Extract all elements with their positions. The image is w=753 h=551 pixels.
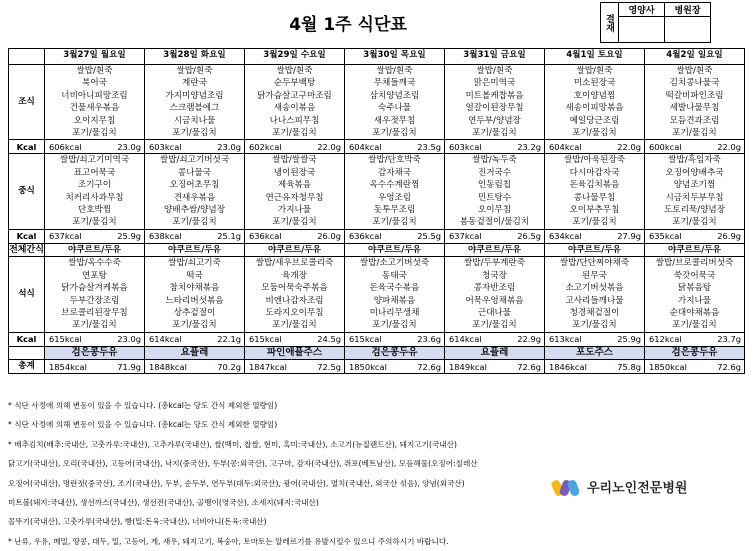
menu-item: 쌀밥/흰죽	[576, 66, 613, 76]
menu-item: 쌀밥/단단찌야채죽	[559, 258, 630, 269]
menu-item: 쌀밥/두부계란죽	[463, 258, 525, 269]
kcal-cell	[145, 332, 245, 346]
menu-item: 진거국수	[477, 167, 512, 178]
menu-item: 닭볶음탕	[677, 283, 712, 294]
snack2-cell: 검은콩두유	[345, 346, 445, 359]
menu-item: 포기/물김치	[372, 217, 417, 228]
kcal-cell	[645, 140, 745, 154]
menu-item: 콩나물국	[177, 167, 212, 178]
menu-item: 쌀밥/흰죽	[476, 66, 513, 76]
kcal-cell	[445, 332, 545, 346]
protein-value: 25.5g	[417, 231, 441, 242]
menu-item: 포기/물김치	[172, 128, 217, 139]
dinner-cell	[645, 257, 745, 332]
total-label: 총계	[9, 360, 45, 374]
kcal-value: 613kcal	[549, 334, 582, 345]
kcal-value: 636kcal	[349, 231, 382, 242]
menu-item: 떡국	[186, 270, 203, 281]
kcal-cell	[345, 332, 445, 346]
snack-row-label: 전체간식	[9, 244, 44, 255]
menu-item: 포기/물김치	[172, 217, 217, 228]
menu-item: 쌀밥/쇠고기버섯국	[159, 155, 230, 166]
menu-item: 도토리묵/양념장	[663, 205, 725, 216]
kcal-cell	[245, 140, 345, 154]
snack2-cell: 검은콩두유	[645, 346, 745, 359]
menu-item: 조기구이	[77, 180, 112, 191]
menu-item: 포기/물김치	[672, 320, 717, 331]
breakfast-cell	[145, 65, 245, 140]
total-kcal: 1854kcal	[49, 361, 87, 372]
dinner-cell	[245, 257, 345, 332]
snack-cell: 야쿠르트/두유	[45, 243, 145, 256]
dinner-label: 석식	[9, 257, 45, 332]
lunch-cell	[245, 154, 345, 229]
menu-item: 포기/물김치	[572, 320, 617, 331]
day-header: 3월27일 월요일	[45, 49, 145, 65]
menu-item: 두부간장조림	[69, 295, 120, 306]
snack2-cell: 파인애플주스	[245, 346, 345, 359]
lunch-cell	[345, 154, 445, 229]
kcal-value: 637kcal	[49, 231, 82, 242]
kcal-cell	[545, 229, 645, 243]
menu-item: 오이무침	[477, 205, 512, 216]
breakfast-label: 조식	[9, 65, 45, 140]
note-line: 미트볼(돼지:국내산), 생선까스(국내산), 생선전(국내산), 골뱅이(영국산), 소세지(돼지:국내산)	[8, 498, 319, 508]
menu-item: 가지나물	[677, 295, 712, 306]
total-protein: 75.8g	[617, 361, 641, 372]
protein-value: 23.0g	[117, 334, 141, 345]
menu-item: 비엔나감자조림	[265, 295, 324, 306]
menu-item: 연근유자청무침	[265, 192, 324, 203]
menu-item: 포기/물김치	[72, 128, 117, 139]
protein-value: 22.0g	[717, 141, 741, 152]
total-protein: 72.5g	[317, 361, 341, 372]
menu-item: 쌀밥/흰죽	[176, 66, 213, 76]
breakfast-cell	[45, 65, 145, 140]
kcal-cell	[445, 140, 545, 154]
menu-item: 인동림칩	[477, 180, 512, 191]
logo-icon	[553, 476, 579, 496]
hospital-name: 우리노인전문병원	[587, 480, 688, 496]
menu-item: 미나리무생채	[369, 307, 420, 318]
menu-item: 순두부백탕	[273, 78, 316, 89]
kcal-cell	[645, 332, 745, 346]
kcal-value: 635kcal	[649, 231, 682, 242]
kcal-cell	[145, 229, 245, 243]
total-kcal: 1849kcal	[449, 361, 487, 372]
kcal-value: 614kcal	[149, 334, 182, 345]
menu-item: 시금치두부무침	[665, 192, 724, 203]
protein-value: 26.9g	[717, 231, 741, 242]
menu-item: 청국장	[482, 270, 507, 281]
menu-item: 맑은미역국	[473, 78, 516, 89]
menu-item: 느타리버섯볶음	[165, 295, 224, 306]
approval-sign-director	[665, 17, 711, 43]
snack2-cell: 요플레	[445, 346, 545, 359]
total-protein: 72.6g	[417, 361, 441, 372]
note-line: * 식단 사정에 의해 변동이 있을 수 있습니다. (총kcal는 당도 간식 제외한 열량임)	[8, 401, 278, 410]
menu-item: 포기/물김치	[572, 217, 617, 228]
menu-item: 삼치양념조림	[369, 90, 420, 101]
dinner-cell	[145, 257, 245, 332]
menu-item: 포기/물김치	[472, 128, 517, 139]
menu-item: 소고기버섯볶음	[565, 283, 624, 294]
kcal-cell	[45, 140, 145, 154]
menu-item: 쌀밥/아욱된장죽	[563, 155, 625, 166]
snack-cell: 야쿠르트/두유	[545, 243, 645, 256]
approval-label: 결재	[601, 3, 619, 43]
menu-item: 콩나물무침	[573, 192, 616, 203]
protein-value: 22.9g	[517, 334, 541, 345]
dinner-cell	[445, 257, 545, 332]
protein-value: 26.5g	[517, 231, 541, 242]
kcal-value: 612kcal	[649, 334, 682, 345]
menu-item: 쌀밥/흰죽	[76, 66, 113, 76]
menu-item: 우엉조림	[377, 192, 412, 203]
menu-item: 숙주나물	[377, 103, 412, 114]
dinner-cell	[345, 257, 445, 332]
menu-item: 양파채볶음	[373, 295, 416, 306]
dinner-cell	[45, 257, 145, 332]
kcal-cell	[45, 229, 145, 243]
menu-item: 참치야채볶음	[169, 283, 220, 294]
page-title: 4월 1주 식단표	[289, 15, 407, 35]
menu-item: 동태국	[382, 270, 407, 281]
menu-item: 새송이볶음	[273, 103, 316, 114]
snack2-cell: 검은콩두유	[45, 346, 145, 359]
menu-item: 브로콜리된장무침	[61, 307, 128, 318]
menu-item: 떡갈비파인조림	[665, 90, 724, 101]
kcal-value: 604kcal	[549, 141, 582, 152]
menu-item: 오이지무침	[73, 115, 116, 126]
menu-item: 연두부/양념장	[468, 115, 521, 126]
note-line: 꼴뚜기(국내산), 고춧가루(국내산), 빵(밀:돈육:국내산), 너비아니(돈육:국내산)	[8, 517, 267, 527]
menu-item: 봄동겉절이/물김치	[459, 217, 530, 228]
menu-item: 시금치나물	[173, 115, 216, 126]
protein-value: 23.5g	[417, 141, 441, 152]
menu-item: 포기/물김치	[272, 128, 317, 139]
day-header: 4월2일 일요일	[645, 49, 745, 65]
menu-item: 상추겉절이	[173, 307, 216, 318]
menu-item: 포기/물김치	[672, 128, 717, 139]
protein-value: 23.7g	[717, 334, 741, 345]
total-protein: 72.6g	[517, 361, 541, 372]
menu-item: 미소된장국	[573, 78, 616, 89]
kcal-cell	[45, 332, 145, 346]
menu-item: 새송이피망볶음	[565, 103, 624, 114]
menu-item: 계란국	[182, 78, 207, 89]
menu-item: 제육볶음	[277, 180, 312, 191]
menu-item: 쌀밥/녹두죽	[472, 155, 517, 166]
lunch-cell	[645, 154, 745, 229]
menu-item: 포기/물김치	[172, 320, 217, 331]
menu-item: 호이양념찜	[573, 90, 616, 101]
menu-item: 표고어묵국	[73, 167, 116, 178]
total-cell	[645, 360, 745, 374]
approval-sign-dietitian	[619, 17, 665, 43]
menu-item: 치커리사과무침	[65, 192, 124, 203]
menu-item: 북어국	[82, 78, 107, 89]
protein-value: 22.1g	[217, 334, 241, 345]
protein-value: 23.0g	[217, 141, 241, 152]
day-header: 3월30일 목요일	[345, 49, 445, 65]
kcal-value: 614kcal	[449, 334, 482, 345]
kcal-value: 615kcal	[249, 334, 282, 345]
menu-item: 단호박찜	[77, 205, 112, 216]
menu-item: 쌀밥/쇠고기죽	[168, 258, 221, 269]
menu-table	[8, 48, 745, 374]
protein-value: 22.0g	[617, 141, 641, 152]
menu-item: 얼갈이된장무침	[465, 103, 524, 114]
protein-value: 26.0g	[317, 231, 341, 242]
total-kcal: 1846kcal	[549, 361, 587, 372]
menu-item: 육개장	[282, 270, 307, 281]
menu-item: 쑥갓어묵국	[673, 270, 716, 281]
menu-item: 세발나물무침	[669, 103, 720, 114]
menu-item: 감자채국	[377, 167, 412, 178]
breakfast-cell	[645, 65, 745, 140]
menu-item: 돈육김치볶음	[569, 180, 620, 191]
kcal-label: Kcal	[9, 140, 45, 154]
approval-role-dietitian: 영양사	[619, 3, 665, 17]
snack-cell: 야쿠르트/두유	[245, 243, 345, 256]
kcal-cell	[545, 332, 645, 346]
kcal-cell	[245, 332, 345, 346]
kcal-cell	[345, 229, 445, 243]
total-cell	[45, 360, 145, 374]
menu-item: 쌀밥/흰죽	[676, 66, 713, 76]
menu-item: 순대야채볶음	[669, 307, 720, 318]
menu-item: 포기/물김치	[472, 320, 517, 331]
menu-item: 너비아니피망조림	[61, 90, 128, 101]
kcal-value: 603kcal	[149, 141, 182, 152]
menu-item: 포기/물김치	[272, 320, 317, 331]
menu-item: 쌀밥/흰죽	[276, 66, 313, 76]
kcal-value: 606kcal	[49, 141, 82, 152]
day-header: 3월29일 수요일	[245, 49, 345, 65]
protein-value: 23.2g	[517, 141, 541, 152]
menu-item: 청경채겉절이	[569, 307, 620, 318]
menu-item: 무채들깨국	[373, 78, 416, 89]
kcal-cell	[145, 140, 245, 154]
kcal-value: 603kcal	[449, 141, 482, 152]
kcal-cell	[645, 229, 745, 243]
kcal-value: 604kcal	[349, 141, 382, 152]
approval-role-director: 병원장	[665, 3, 711, 17]
kcal-value: 602kcal	[249, 141, 282, 152]
kcal-value: 637kcal	[449, 231, 482, 242]
breakfast-cell	[345, 65, 445, 140]
menu-item: 닭가슴살겨케볶음	[61, 283, 128, 294]
lunch-cell	[45, 154, 145, 229]
menu-item: 모둠어묵숙주볶음	[261, 283, 328, 294]
menu-item: 고사리들깨나물	[565, 295, 624, 306]
day-header: 3월31일 금요일	[445, 49, 545, 65]
menu-item: 포기/물김치	[372, 320, 417, 331]
lunch-cell	[145, 154, 245, 229]
menu-item: 양념조기찜	[673, 180, 716, 191]
note-line: * 난류, 우유, 메밀, 땅콩, 대두, 밀, 고등어, 게, 새우, 돼지고기, 복숭아, 토마토는 알레르기를 유발시킬수 있으니 주의하시기 바랍니다.	[8, 536, 449, 546]
lunch-label: 중식	[9, 154, 45, 229]
menu-item: 쌀밥/브로콜리버섯죽	[655, 258, 734, 269]
total-cell	[345, 360, 445, 374]
menu-item: 어묵우엉채볶음	[465, 295, 524, 306]
protein-value: 25.9g	[617, 334, 641, 345]
snack2-label	[9, 346, 45, 359]
note-line: 오징어(국내산), 명란젓(중국산), 조기(국내산), 두부, 순두부, 연두부(대두:외국산), 광어(국내산), 멸치(국내산, 외국산 섞음), 양념(외국산)	[8, 478, 465, 488]
menu-item: 쌀밥/쇠고기미역국	[59, 155, 130, 166]
menu-item: 콩자반조림	[473, 283, 516, 294]
hospital-logo	[553, 474, 738, 498]
menu-item: 연포탕	[82, 270, 107, 281]
snack2-cell: 포도주스	[545, 346, 645, 359]
total-kcal: 1847kcal	[249, 361, 287, 372]
menu-item: 오징어초무침	[169, 180, 220, 191]
corner-cell	[9, 49, 45, 65]
menu-item: 건물새우볶음	[69, 103, 120, 114]
total-protein: 71.9g	[117, 361, 141, 372]
kcal-label: Kcal	[9, 332, 45, 346]
menu-item: 쌀밥/소고기버섯죽	[359, 258, 430, 269]
total-protein: 72.6g	[717, 361, 741, 372]
kcal-value: 615kcal	[49, 334, 82, 345]
menu-item: 옥수수계란찜	[369, 180, 420, 191]
day-header: 4월1일 토요일	[545, 49, 645, 65]
menu-item: 민트탕수	[477, 192, 512, 203]
total-kcal: 1850kcal	[649, 361, 687, 372]
protein-value: 27.9g	[617, 231, 641, 242]
snack-cell: 야쿠르트/두유	[345, 243, 445, 256]
total-cell	[245, 360, 345, 374]
menu-item: 스크램블에그	[169, 103, 220, 114]
menu-item: 가지나물	[277, 205, 312, 216]
lunch-cell	[545, 154, 645, 229]
approval-box	[600, 2, 711, 43]
menu-item: 쌀밥/쌀쌀국	[272, 155, 317, 166]
menu-item: 돈육국수볶음	[369, 283, 420, 294]
menu-item: 포기/물김치	[672, 217, 717, 228]
total-protein: 70.2g	[217, 361, 241, 372]
kcal-value: 634kcal	[549, 231, 582, 242]
note-line: 닭고기(국내산), 오리(국내산), 고등어(국내산), 낙지(중국산), 두부(콩:외국산), 고구마, 감자(국내산), 쥐포(베트남산), 모듬해물(오징어:칠레산	[8, 459, 478, 469]
menu-item: 포기/물김치	[572, 128, 617, 139]
kcal-cell	[545, 140, 645, 154]
protein-value: 24.5g	[317, 334, 341, 345]
menu-item: 된무국	[582, 270, 607, 281]
menu-item: 쌀밥/새우브로콜리죽	[255, 258, 334, 269]
note-line: * 식단 사정에 의해 변동이 있을 수 있습니다. (총kcal는 당도 간식 제외한 열량임)	[8, 420, 278, 430]
snack2-cell: 요플레	[145, 346, 245, 359]
kcal-value: 636kcal	[249, 231, 282, 242]
snack-cell: 야쿠르트/두유	[145, 243, 245, 256]
protein-value: 22.0g	[317, 141, 341, 152]
menu-item: 돗투무조림	[373, 205, 416, 216]
menu-item: 포기/물김치	[72, 217, 117, 228]
protein-value: 23.0g	[117, 141, 141, 152]
menu-item: 메일당근조림	[569, 115, 620, 126]
menu-item: 쌀밥/흑임자죽	[668, 155, 721, 166]
kcal-cell	[245, 229, 345, 243]
kcal-cell	[445, 229, 545, 243]
menu-item: 다시마감자국	[569, 167, 620, 178]
menu-item: 가지미양념조림	[165, 90, 224, 101]
menu-item: 김치콩나물국	[669, 78, 720, 89]
total-kcal: 1850kcal	[349, 361, 387, 372]
menu-item: 포기/물김치	[72, 320, 117, 331]
total-cell	[545, 360, 645, 374]
breakfast-cell	[545, 65, 645, 140]
menu-item: 도라지오이무침	[265, 307, 324, 318]
lunch-cell	[445, 154, 545, 229]
menu-item: 쌀밥/옥수수죽	[68, 258, 121, 269]
kcal-value: 600kcal	[649, 141, 682, 152]
menu-item: 오이부추무침	[569, 205, 620, 216]
breakfast-cell	[245, 65, 345, 140]
menu-item: 닭가슴살고구마조림	[257, 90, 332, 101]
menu-item: 근대나물	[477, 307, 512, 318]
menu-item: 양배추쌈/양념장	[163, 205, 225, 216]
protein-value: 25.9g	[117, 231, 141, 242]
snack-cell: 야쿠르트/두유	[445, 243, 545, 256]
menu-item: 포기/물김치	[372, 128, 417, 139]
breakfast-cell	[445, 65, 545, 140]
menu-item: 냉이된장국	[273, 167, 316, 178]
kcal-value: 615kcal	[349, 334, 382, 345]
protein-value: 23.6g	[417, 334, 441, 345]
menu-item: 오징어양배추국	[665, 167, 724, 178]
total-cell	[145, 360, 245, 374]
kcal-value: 638kcal	[149, 231, 182, 242]
menu-item: 모듬견과조림	[669, 115, 720, 126]
total-cell	[445, 360, 545, 374]
menu-item: 견새우볶음	[173, 192, 216, 203]
dinner-cell	[545, 257, 645, 332]
snack-cell: 야쿠르트/두유	[645, 243, 745, 256]
menu-item: 포기/물김치	[272, 217, 317, 228]
kcal-label: Kcal	[9, 229, 45, 243]
menu-item: 나나스피무침	[269, 115, 320, 126]
kcal-cell	[345, 140, 445, 154]
total-kcal: 1848kcal	[149, 361, 187, 372]
menu-item: 새우젓무침	[373, 115, 416, 126]
day-header: 3월28일 화요일	[145, 49, 245, 65]
menu-item: 쌀밥/단호박죽	[368, 155, 421, 166]
protein-value: 25.1g	[217, 231, 241, 242]
menu-item: 미트볼케찹볶음	[465, 90, 524, 101]
note-line: * 배추김치(배추:국내산, 고춧가루:국내산), 고추가루(국내산), 쌀(백미, 찹쌀, 현미, 흑미:국내산), 소고기(뉴질랜드산), 돼지고기(국내산)	[8, 439, 457, 449]
menu-item: 쌀밥/흰죽	[376, 66, 413, 76]
